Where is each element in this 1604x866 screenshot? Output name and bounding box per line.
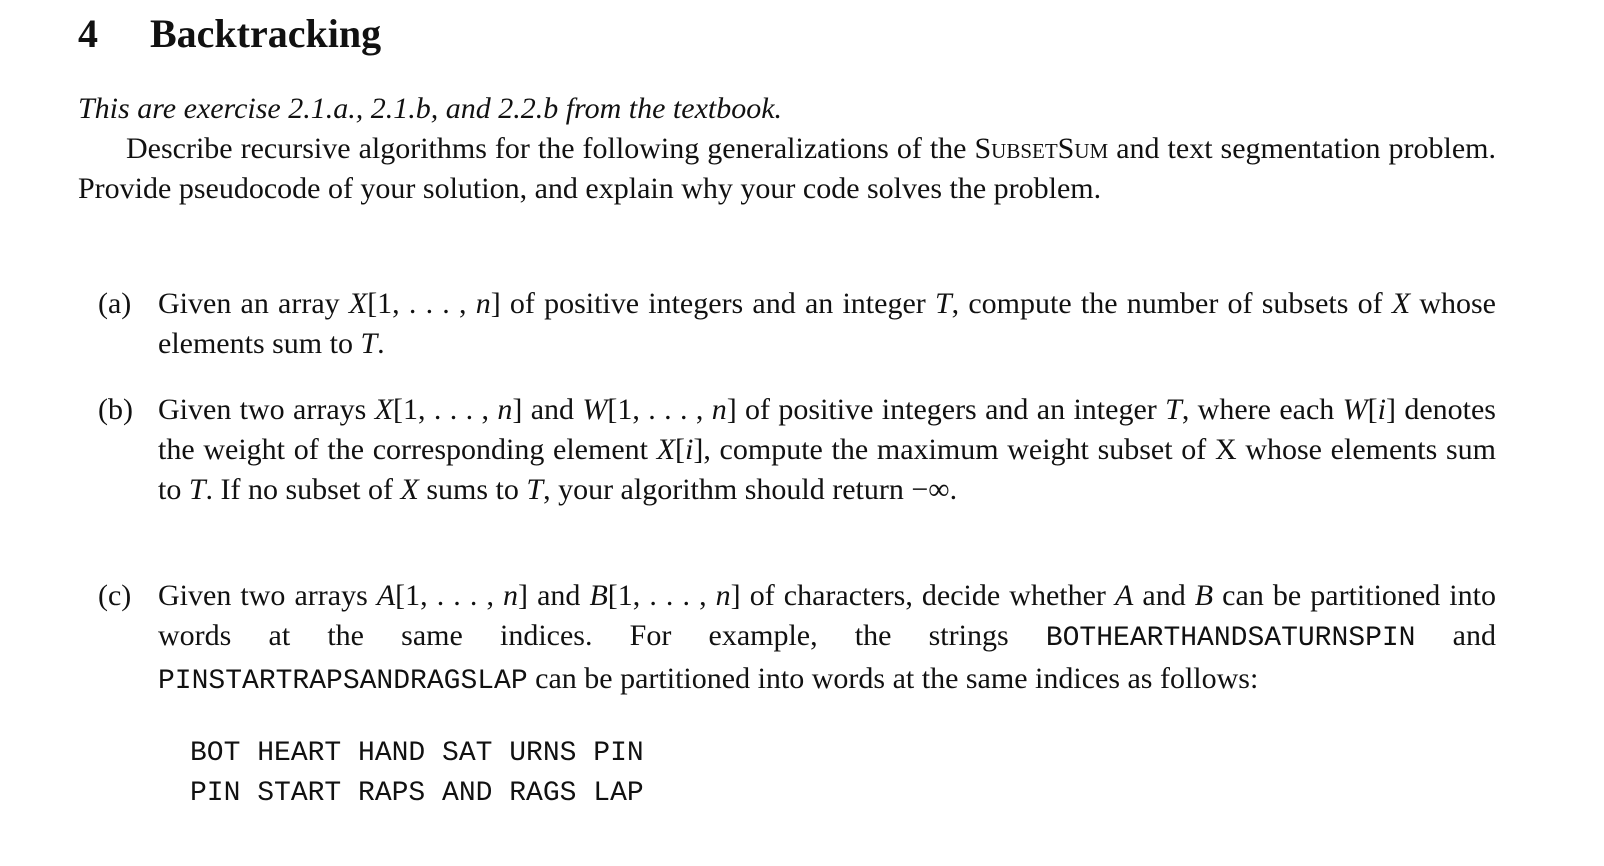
text: . If no subset of — [205, 473, 401, 506]
math-var: T — [934, 287, 952, 320]
subsetsum-term: SubsetSum — [974, 132, 1109, 165]
section-heading — [78, 6, 381, 62]
math-var: X — [348, 287, 368, 320]
text: sums to — [418, 473, 527, 506]
item-body-c — [158, 576, 1496, 702]
text: whose elements sum to — [158, 287, 1496, 360]
item-label-b: (b) — [98, 393, 133, 426]
intro-note: This are exercise 2.1.a., 2.1.b, and 2.2.b from the textbook. — [78, 92, 783, 125]
word-partition-example — [190, 734, 644, 814]
text: [ — [675, 433, 686, 466]
text: [1, . . . , — [367, 287, 476, 320]
math-var: W — [1342, 393, 1368, 426]
math-var: T — [188, 473, 206, 506]
text: , your algorithm should return −∞. — [543, 473, 958, 506]
math-var: B — [1194, 579, 1214, 612]
item-body-b — [158, 390, 1496, 510]
math-var: T — [360, 327, 378, 360]
text: . — [377, 327, 385, 360]
math-var: W — [582, 393, 608, 426]
example-string-a: BOTHEARTHANDSATURNSPIN — [1045, 623, 1416, 654]
math-var: X — [400, 473, 419, 506]
example-string-b: PINSTARTRAPSANDRAGSLAP — [158, 666, 528, 697]
math-var: n — [475, 287, 491, 320]
text: and — [1133, 579, 1195, 612]
text: Given two arrays — [158, 579, 377, 612]
math-var: A — [376, 579, 396, 612]
math-var: i — [1377, 393, 1386, 426]
problem-description — [78, 129, 1496, 209]
text: ] and — [518, 579, 590, 612]
item-label-c: (c) — [98, 579, 132, 612]
section-number: 4 — [78, 11, 98, 56]
text: [1, . . . , — [607, 393, 712, 426]
math-var: A — [1114, 579, 1134, 612]
text: ] of positive integers and an integer — [490, 287, 935, 320]
description-text-continued: and text segmentation problem. Provide pseudocode of your solution, and explain why your code solves the problem. — [78, 132, 1496, 205]
text: ], compute the maximum weight subset of X whose elements sum to — [158, 433, 1496, 506]
code-line-2: PIN START RAPS AND RAGS LAP — [190, 778, 644, 809]
code-line-1: BOT HEART HAND SAT URNS PIN — [190, 738, 644, 769]
text: ] and — [512, 393, 583, 426]
text: can be partitioned into words at the same indices as follows: — [527, 662, 1259, 695]
text: [ — [1367, 393, 1378, 426]
math-var: n — [497, 393, 513, 426]
text: [1, . . . , — [393, 393, 498, 426]
text: ] of characters, decide whether — [730, 579, 1115, 612]
math-var: X — [1391, 287, 1411, 320]
description-text: Describe recursive algorithms for the following generalizations of the — [126, 132, 975, 165]
math-var: X — [656, 433, 676, 466]
math-var: X — [374, 393, 394, 426]
math-var: T — [1165, 393, 1182, 426]
item-body-a — [158, 284, 1496, 364]
text: Given an array — [158, 287, 349, 320]
text: ] denotes the weight of the corresponding element — [158, 393, 1496, 466]
text: , compute the number of subsets of — [951, 287, 1392, 320]
math-var: i — [685, 433, 694, 466]
text: and — [1415, 619, 1496, 652]
item-label-a: (a) — [98, 287, 132, 320]
text: ] of positive integers and an integer — [726, 393, 1166, 426]
math-var: T — [526, 473, 544, 506]
math-var: B — [589, 579, 608, 612]
text: [1, . . . , — [607, 579, 716, 612]
text: [1, . . . , — [395, 579, 504, 612]
section-title: Backtracking — [150, 11, 382, 56]
math-var: n — [715, 579, 731, 612]
text: Given two arrays — [158, 393, 375, 426]
text: , where each — [1181, 393, 1343, 426]
text: can be partitioned into words at the same indices. For example, the strings — [158, 579, 1496, 652]
math-var: n — [503, 579, 519, 612]
math-var: n — [711, 393, 727, 426]
